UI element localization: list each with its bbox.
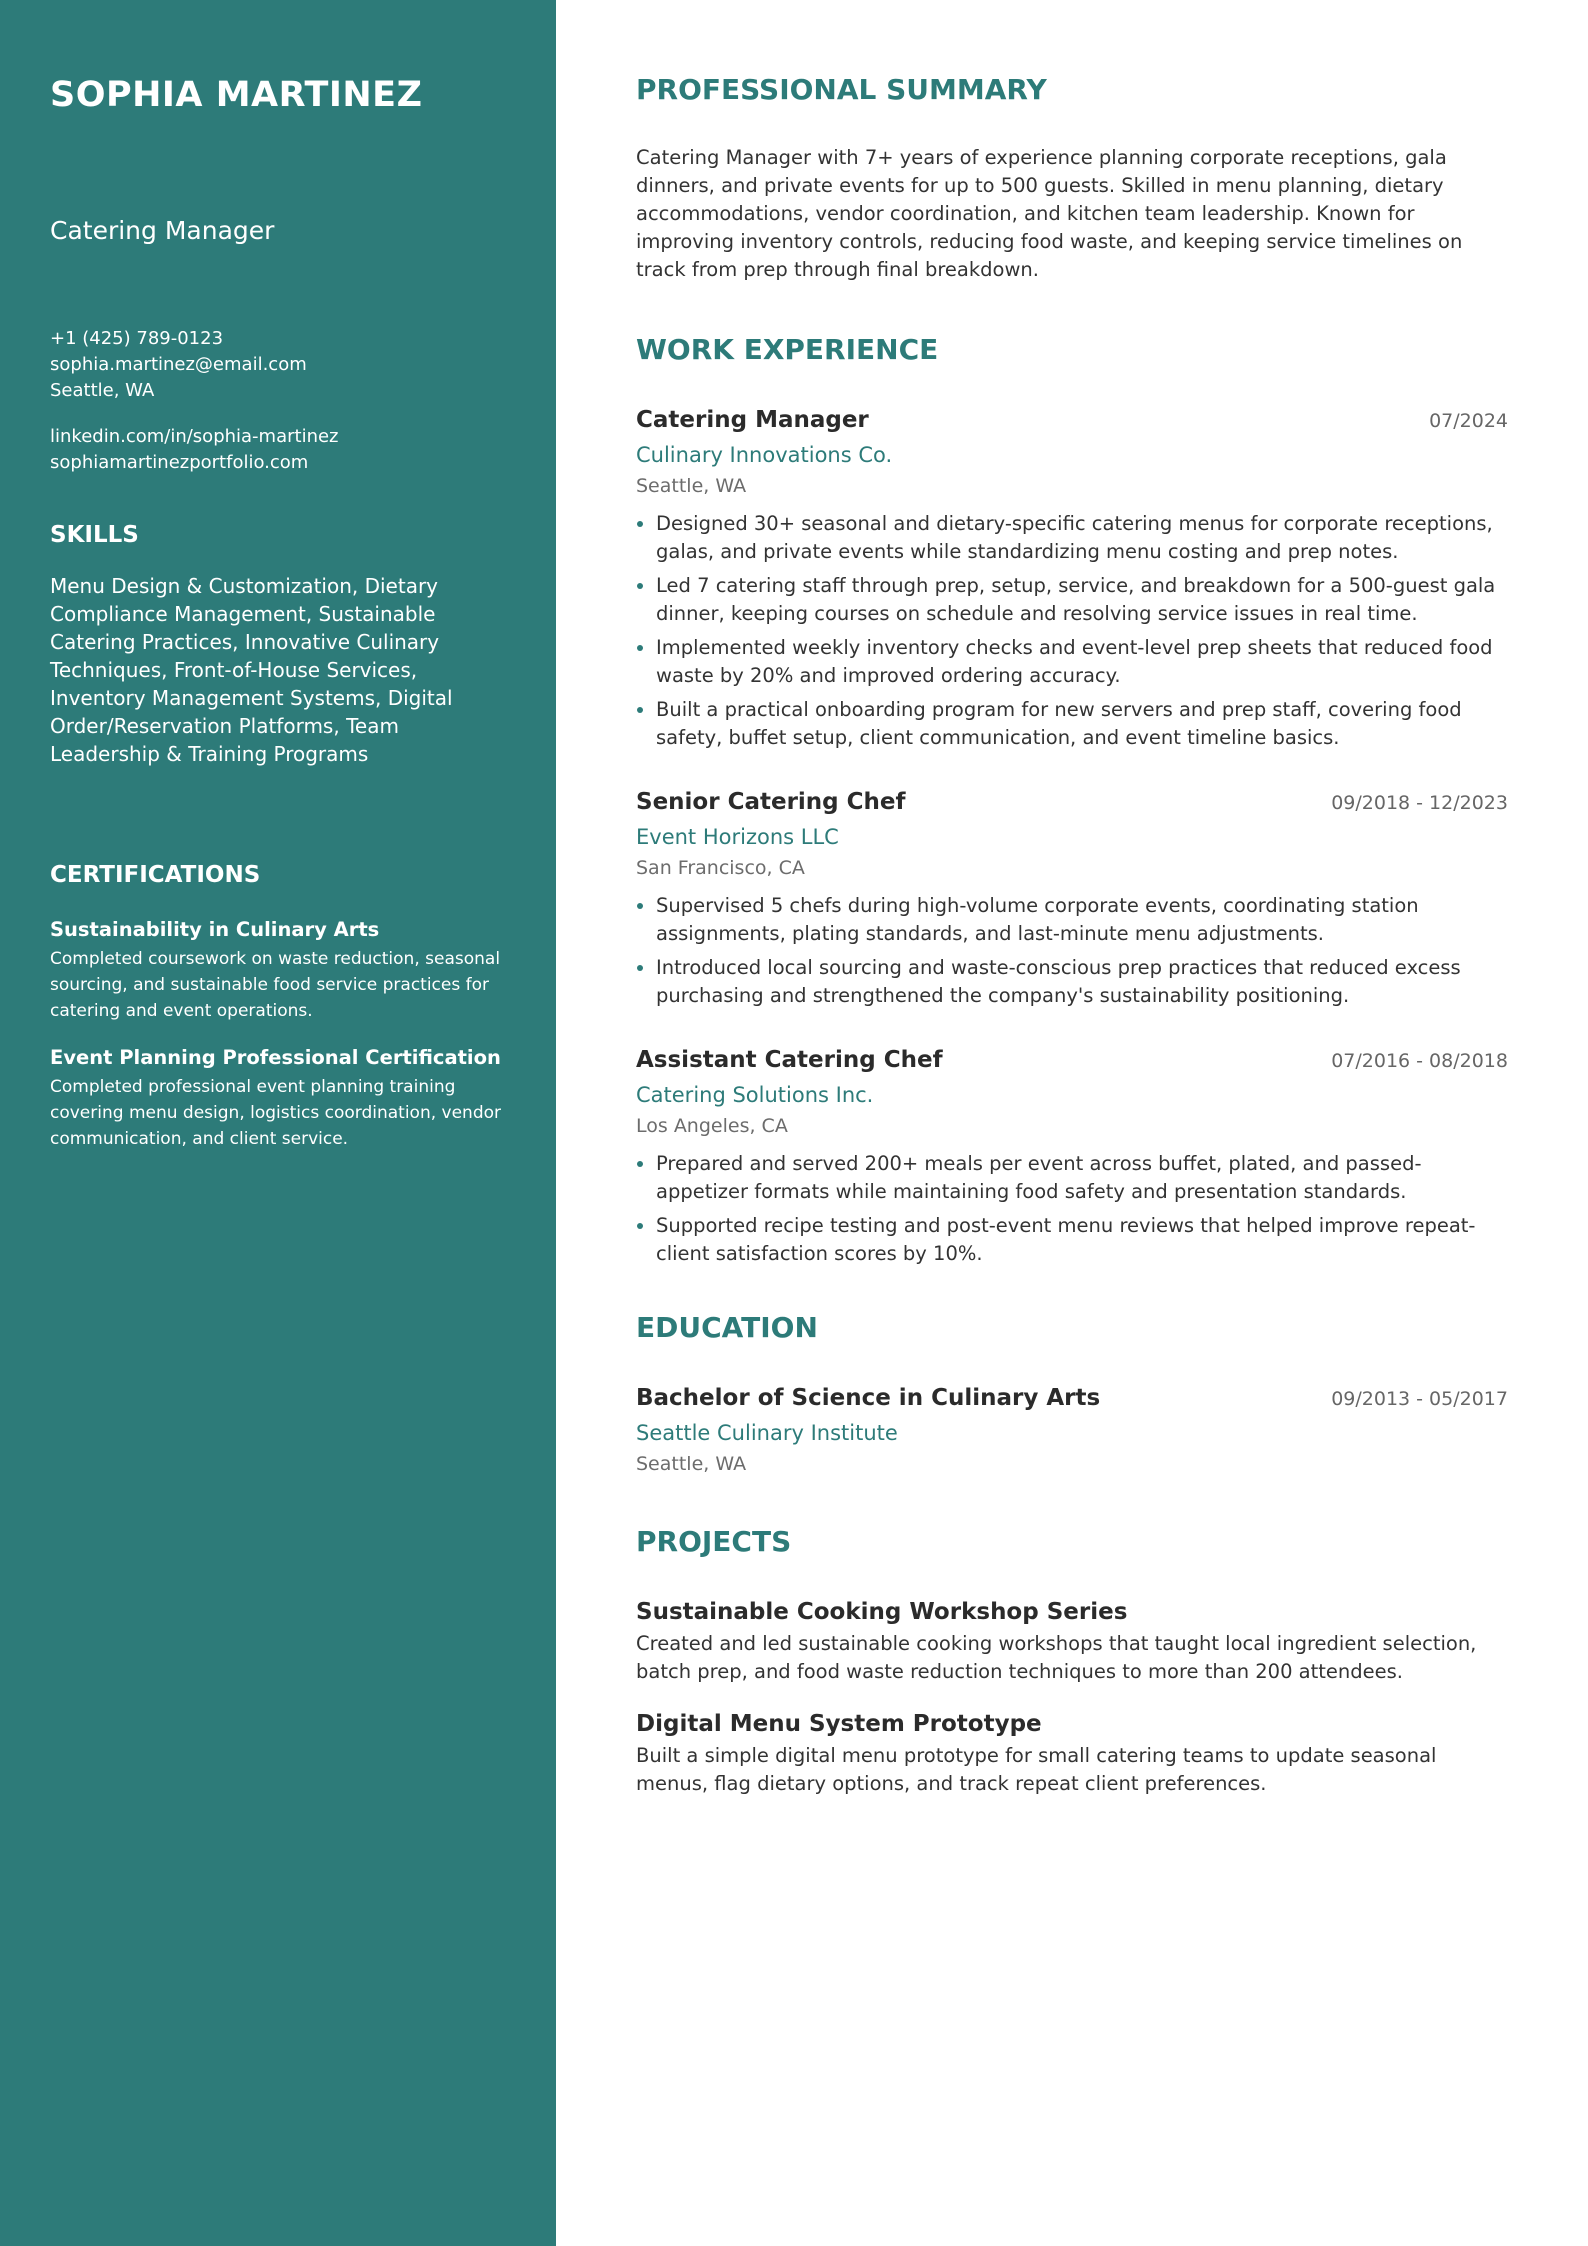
work-heading: WORK EXPERIENCE [636, 333, 939, 366]
phone: +1 (425) 789-0123 [50, 328, 224, 349]
job-location: Seattle, WA [636, 475, 747, 497]
certification-desc: Completed professional event planning training covering menu design, logistics coordination, vendor communication, and client service. [50, 1077, 502, 1149]
certifications-heading: CERTIFICATIONS [50, 862, 261, 888]
certification-desc: Completed coursework on waste reduction, seasonal sourcing, and sustainable food service practices for catering and event operations. [50, 949, 501, 1021]
job-bullet: Supervised 5 chefs during high-volume corporate events, coordinating station assignments, plating standards, and last-minute menu adjustments. [636, 892, 1508, 948]
candidate-name: SOPHIA MARTINEZ [50, 75, 423, 115]
school-name: Seattle Culinary Institute [636, 1421, 898, 1445]
portfolio-link[interactable]: sophiamartinezportfolio.com [50, 452, 309, 473]
location: Seattle, WA [50, 380, 155, 401]
job-bullet: Implemented weekly inventory checks and event-level prep sheets that reduced food waste by 20% and improved ordering accuracy. [636, 634, 1508, 690]
company-name: Event Horizons LLC [636, 825, 839, 849]
projects-heading: PROJECTS [636, 1525, 792, 1558]
sidebar [0, 0, 556, 2246]
skills-heading: SKILLS [50, 522, 139, 548]
job-location: San Francisco, CA [636, 857, 805, 879]
certification-item [50, 1044, 506, 1152]
linkedin-link[interactable]: linkedin.com/in/sophia-martinez [50, 426, 339, 447]
company-name: Culinary Innovations Co. [636, 443, 893, 467]
job-date: 09/2018 - 12/2023 [1331, 792, 1508, 814]
company-name: Catering Solutions Inc. [636, 1083, 874, 1107]
job-date: 07/2016 - 08/2018 [1331, 1050, 1508, 1072]
email: sophia.martinez@email.com [50, 354, 307, 375]
summary-heading: PROFESSIONAL SUMMARY [636, 73, 1047, 106]
education-date: 09/2013 - 05/2017 [1331, 1388, 1508, 1410]
candidate-role: Catering Manager [50, 216, 275, 245]
job-title: Catering Manager [636, 407, 869, 433]
job-date: 07/2024 [1429, 410, 1508, 432]
project-title: Sustainable Cooking Workshop Series [636, 1599, 1128, 1625]
job-header [636, 1044, 1508, 1076]
job-bullet: Led 7 catering staff through prep, setup, service, and breakdown for a 500-guest gala dinner, keeping courses on schedule and resolving service issues in real time. [636, 572, 1508, 628]
project-entry [636, 1596, 1508, 1686]
job-entry [636, 1044, 1508, 1268]
project-desc: Built a simple digital menu prototype for small catering teams to update seasonal menus, flag dietary options, and track repeat client preferences. [636, 1744, 1437, 1795]
contact-spacer [50, 404, 506, 424]
job-bullet: Designed 30+ seasonal and dietary-specific catering menus for corporate receptions, galas, and private events while standardizing menu costing and prep notes. [636, 510, 1508, 566]
job-bullet: Prepared and served 200+ meals per event across buffet, plated, and passed-appetizer formats while maintaining food safety and presentation standards. [636, 1150, 1508, 1206]
job-title: Senior Catering Chef [636, 789, 906, 815]
contact-info [50, 326, 506, 476]
job-header [636, 404, 1508, 436]
degree-title: Bachelor of Science in Culinary Arts [636, 1385, 1101, 1411]
school-location: Seattle, WA [636, 1453, 747, 1475]
certification-title: Sustainability in Culinary Arts [50, 918, 380, 941]
project-title: Digital Menu System Prototype [636, 1711, 1042, 1737]
education-heading: EDUCATION [636, 1311, 818, 1344]
project-desc: Created and led sustainable cooking workshops that taught local ingredient selection, batch prep, and food waste reduction techniques to more than 200 attendees. [636, 1632, 1477, 1683]
job-bullets [636, 1150, 1508, 1268]
job-header [636, 786, 1508, 818]
education-entry [636, 1382, 1508, 1478]
education-header [636, 1382, 1508, 1414]
project-entry [636, 1708, 1508, 1798]
certification-title: Event Planning Professional Certification [50, 1046, 501, 1069]
skills-list: Menu Design & Customization, Dietary Compliance Management, Sustainable Catering Practices, Innovative Culinary Techniques, Front-of-House Services, Inventory Management Systems, Digital Order/Reservation Platforms, Team Leadership & Training Programs [50, 574, 453, 766]
job-bullet: Supported recipe testing and post-event menu reviews that helped improve repeat-client satisfaction scores by 10%. [636, 1212, 1508, 1268]
certification-item [50, 916, 506, 1024]
job-bullets [636, 892, 1508, 1010]
job-bullets [636, 510, 1508, 752]
job-title: Assistant Catering Chef [636, 1047, 943, 1073]
job-entry [636, 404, 1508, 752]
job-entry [636, 786, 1508, 1010]
summary-text: Catering Manager with 7+ years of experience planning corporate receptions, gala dinners, and private events for up to 500 guests. Skilled in menu planning, dietary accommodations, vendor coordination, and kitchen team leadership. Known for improving inventory controls, reducing food waste, and keeping service timelines on track from prep through final breakdown. [636, 146, 1463, 281]
job-location: Los Angeles, CA [636, 1115, 788, 1137]
main-content [556, 0, 1588, 2246]
job-bullet: Introduced local sourcing and waste-conscious prep practices that reduced excess purchasing and strengthened the company's sustainability positioning. [636, 954, 1508, 1010]
job-bullet: Built a practical onboarding program for new servers and prep staff, covering food safety, buffet setup, client communication, and event timeline basics. [636, 696, 1508, 752]
